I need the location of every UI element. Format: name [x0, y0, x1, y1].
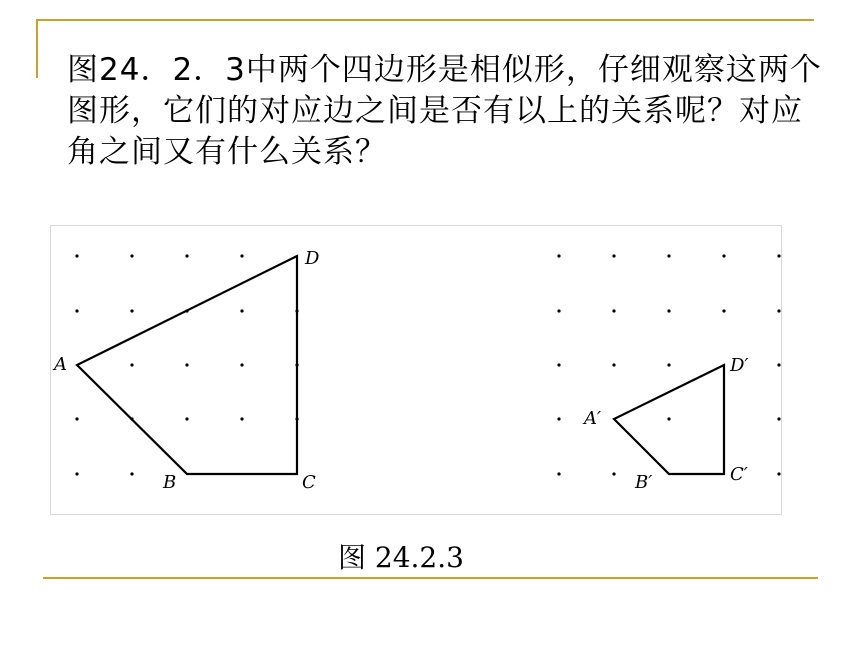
vertex-label-d-prime: D′ — [730, 355, 749, 376]
accent-bottom-line — [43, 577, 818, 579]
similar-quadrilaterals-figure — [51, 226, 781, 514]
accent-vertical-line — [36, 19, 38, 78]
figure-panel — [50, 225, 782, 515]
accent-top-line — [36, 19, 814, 21]
left-dot-grid — [75, 254, 298, 475]
vertex-label-a: A — [54, 354, 67, 375]
vertex-label-b-prime: B′ — [635, 472, 653, 493]
vertex-label-c-prime: C′ — [730, 464, 748, 485]
vertex-label-a-prime: A′ — [584, 408, 602, 429]
figure-caption: 图 24.2.3 — [338, 541, 464, 574]
vertex-label-b: B — [163, 472, 177, 493]
vertex-label-c: C — [302, 472, 316, 493]
question-text: 图24．2．3中两个四边形是相似形，仔细观察这两个图形，它们的对应边之间是否有以上的关系呢？对应角之间又有什么关系？ — [67, 52, 822, 170]
vertex-label-d: D — [305, 248, 320, 269]
